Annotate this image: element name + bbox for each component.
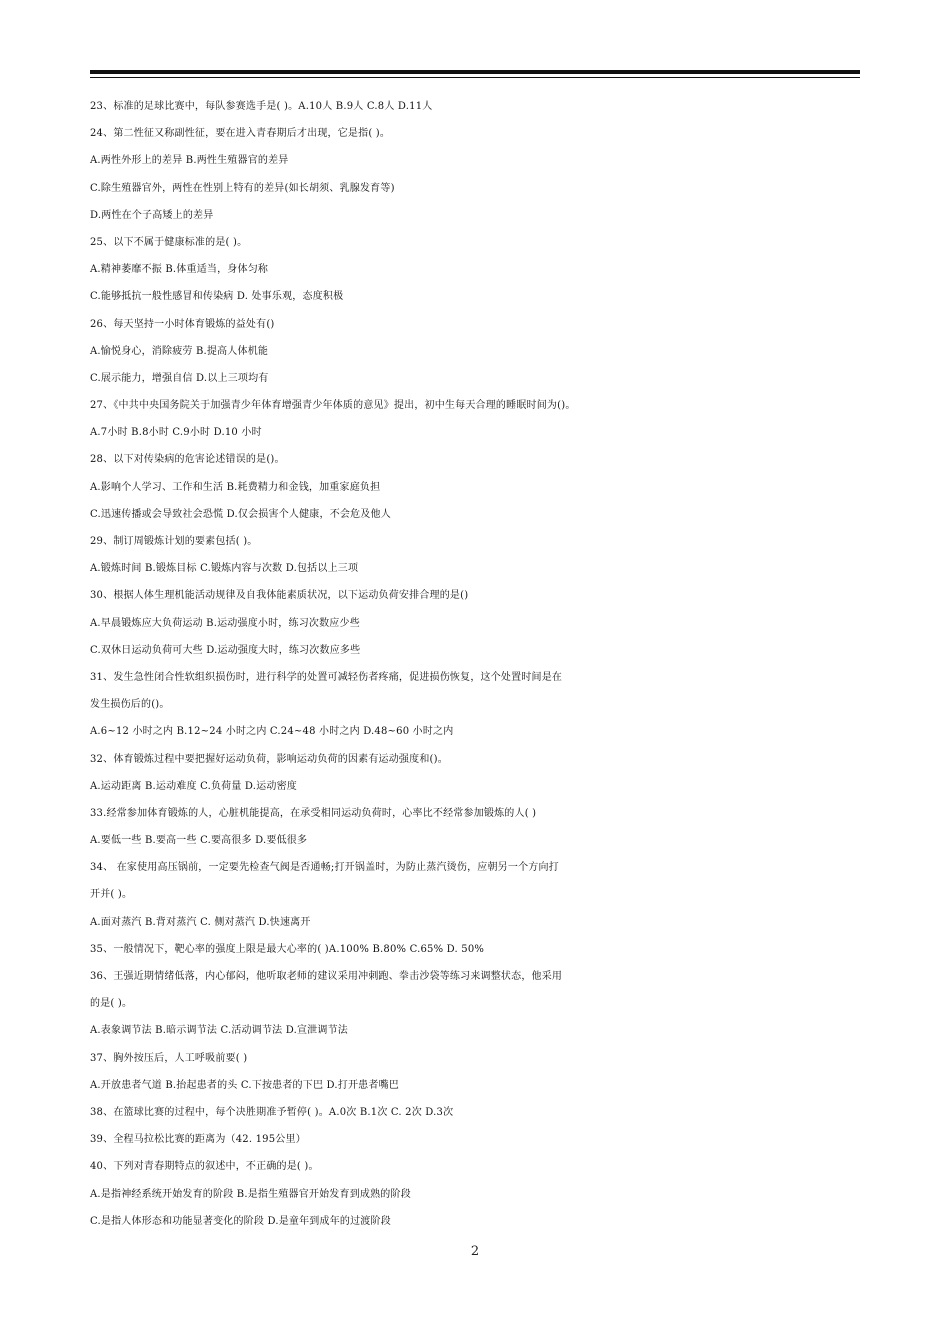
text-line: A.影响个人学习、工作和生活 B.耗费精力和金钱，加重家庭负担 [90,481,381,493]
text-line: C.是指人体形态和功能显著变化的阶段 D.是童年到成年的过渡阶段 [90,1215,391,1227]
text-line: 36、王强近期情绪低落，内心郁闷，他听取老师的建议采用冲刺跑、拳击沙袋等练习来调整状态，他采用 [90,971,563,982]
text-line: D.两性在个子高矮上的差异 [90,209,214,221]
text-line: A.精神萎靡不振 B.体重适当，身体匀称 [90,264,269,276]
text-line: 28、以下对传染病的危害论述错误的是()。 [90,454,285,466]
text-line: C.展示能力，增强自信 D.以上三项均有 [90,372,269,384]
text-line: 26、每天坚持一小时体育锻炼的益处有() [90,318,275,330]
text-line: 开并( )。 [90,889,133,901]
text-line: 31、发生急性闭合性软组织损伤时，进行科学的处置可减轻伤者疼痛，促进损伤恢复，这个处置时间是在 [90,671,563,683]
text-line: 发生损伤后的()。 [90,699,170,711]
question-list [90,93,865,1235]
text-line: 的是( )。 [90,998,133,1010]
text-line: 29、制订周锻炼计划的要素包括( )。 [90,536,258,547]
text-line: C.能够抵抗一般性感冒和传染病 D. 处事乐观，态度积极 [90,291,344,303]
text-line: 33.经常参加体育锻炼的人，心脏机能提高，在承受相同运动负荷时，心率比不经常参加锻炼的人( ) [90,807,537,819]
text-line: 35、一般情况下，靶心率的强度上限是最大心率的( )A.100% B.80% C.65% D. 50% [90,943,485,955]
text-line: C.除生殖器官外，两性在性别上特有的差异(如长胡须、乳腺发育等) [90,182,395,194]
text-line: 24、第二性征又称副性征，要在进入青春期后才出现，它是指( )。 [90,128,391,140]
text-line: 30、根据人体生理机能活动规律及自我体能素质状况，以下运动负荷安排合理的是() [90,590,469,602]
text-line: A.运动距离 B.运动难度 C.负荷量 D.运动密度 [90,780,297,792]
text-line: A.锻炼时间 B.锻炼目标 C.锻炼内容与次数 D.包括以上三项 [90,563,359,575]
text-line: C.迅速传播或会导致社会恐慌 D.仅会损害个人健康，不会危及他人 [90,508,391,520]
text-line: A.两性外形上的差异 B.两性生殖器官的差异 [90,155,289,167]
text-line: A.表象调节法 B.暗示调节法 C.活动调节法 D.宣泄调节法 [90,1025,348,1037]
page-number: 2 [470,1244,480,1259]
text-line: 39、全程马拉松比赛的距离为（42. 195公里） [90,1134,306,1146]
text-line: 23、标准的足球比赛中，每队参赛选手是( )。A.10人 B.9人 C.8人 D.11人 [90,101,433,112]
text-line: A.开放患者气道 B.抬起患者的头 C.下按患者的下巴 D.打开患者嘴巴 [90,1079,399,1091]
text-line: 40、下列对青春期特点的叙述中，不正确的是( )。 [90,1161,319,1173]
text-line: A.是指神经系统开始发育的阶段 B.是指生殖器官开始发育到成熟的阶段 [90,1188,411,1200]
text-line: 27、《中共中央国务院关于加强青少年体育增强青少年体质的意见》提出，初中生每天合理的睡眠时间为()。 [90,400,576,412]
header-rule-thick [90,70,860,74]
text-line: A.早晨锻炼应大负荷运动 B.运动强度小时，练习次数应少些 [90,617,360,629]
text-line: 38、在篮球比赛的过程中，每个决胜期准予暂停( )。A.0次 B.1次 C. 2次 D.3次 [90,1106,454,1118]
header-rule-thin [90,77,860,78]
text-line: 25、以下不属于健康标准的是( )。 [90,236,248,248]
text-line: A.面对蒸汽 B.背对蒸汽 C. 侧对蒸汽 D.快速离开 [90,916,311,928]
text-line: A.要低一些 B.要高一些 C.要高很多 D.要低很多 [90,835,308,847]
text-line: 32、体育锻炼过程中要把握好运动负荷，影响运动负荷的因素有运动强度和()。 [90,753,448,765]
text-line: A.7小时 B.8小时 C.9小时 D.10 小时 [90,427,262,439]
text-line: A.愉悦身心，消除疲劳 B.提高人体机能 [90,345,269,357]
text-line: A.6~12 小时之内 B.12~24 小时之内 C.24~48 小时之内 D.48~60 小时之内 [90,726,454,738]
text-line: C.双休日运动负荷可大些 D.运动强度大时，练习次数应多些 [90,644,361,656]
text-line: 37、胸外按压后，人工呼吸前要( ) [90,1052,248,1064]
text-line: 34、 在家使用高压锅前，一定要先检查气阀是否通畅;打开锅盖时，为防止蒸汽烫伤，应朝另一个方向打 [90,862,559,874]
